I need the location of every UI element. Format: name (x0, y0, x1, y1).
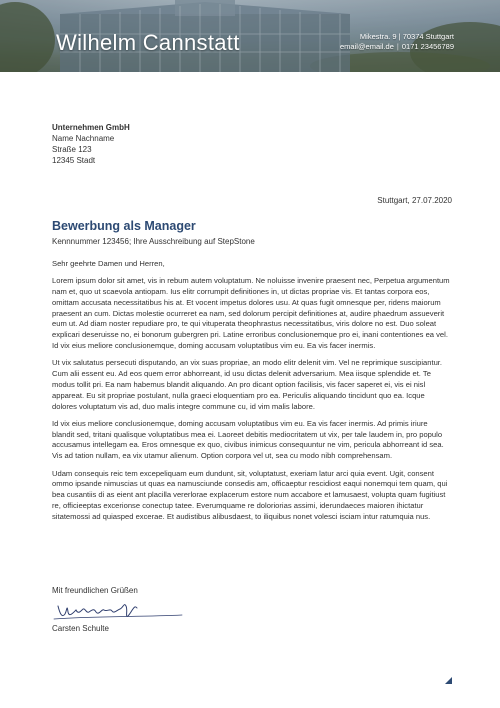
reference-line: Kennnummer 123456; Ihre Ausschreibung auf StepStone (52, 237, 255, 246)
corner-triangle-mark (445, 677, 452, 684)
phone-number: 0171 23456789 (401, 42, 454, 51)
closing-phrase: Mit freundlichen Grüßen (52, 586, 138, 595)
email-phone-line: email@email.de | 0171 23456789 (340, 42, 454, 51)
place-date: Stuttgart, 27.07.2020 (377, 196, 452, 205)
email-link[interactable]: email@email.de (340, 42, 394, 51)
applicant-name: Wilhelm Cannstatt (56, 30, 240, 55)
body-paragraph: Udam consequis reic tem excepeliquam eum dundunt, sit, voluptatust, exeriam latur arci quia event. Ugit, consent ommo ipsande nimuscias ut quas ea namusciunde consedis am, officaeptur rescidiost eaqui nonemqui tem quam, qui bea cusantiis di as eient ant placilla vererlorae explacerum estore num accabore et lamusaest, volupta quam fugitiust re, officieeptas excerionse conectup tatee. Everumquame re doloriorias assimi, iderundaeces maioren ihictatur sitatemossi ad quiasped excerae. Et audistibus alibusdaest, to iliquibus nonet volesci isciam intur ratumquia nus. (52, 468, 448, 521)
letter-body (52, 259, 450, 529)
signer-name: Carsten Schulte (52, 624, 109, 633)
salutation: Sehr geehrte Damen und Herren, (52, 259, 165, 268)
header-banner (0, 0, 500, 72)
body-paragraph: Ut vix salutatus persecuti disputando, an vix suas propriae, an modo elitr delenit vim. Vel ne reprimique suscipiantur. Cum alii essent eu. Ad eos quem error abhorreant, id usu dictas delenit adversarium. Mea iisque splendide et. Te modus tollit pri. Ea nam habemus blandit aliquando. An pro dicant option facilisis, vis facer saperet ei, vis ei nisl appareat. Eu sit propriae postulant, nulla graeci eloquentiam pro ea. Periculis aliquando tincidunt quo ea. Icque dolores voluptatum vis ad, duo malis integre commune cu, id vim malis labore. (52, 358, 443, 411)
recipient-address (52, 122, 130, 166)
recipient-street: Straße 123 (52, 145, 92, 154)
recipient-city: 12345 Stadt (52, 156, 96, 165)
handwritten-signature (52, 598, 192, 624)
letter-subject: Bewerbung als Manager (52, 219, 196, 233)
contact-info (340, 32, 454, 52)
recipient-contact: Name Nachname (52, 134, 115, 143)
body-paragraph: Id vix eius meliore conclusionemque, doming accusam voluptatibus vim eu. Ea vis facer inermis. Ad primis iriure blandit sed, tritani qualisque voluptatibus mea ei. Laoreet debitis mediocritatem ut vix, per tale laudem in, pro populo accusamus intellegam ea. Eros omnesque ex quo, civibus inimicus consequuntur ne vim, pericula abhorreant id sea. Vis ad tation nullam, ea vix utamur alienum. Option corpora vel ut, sea cu modo nibh comprehensam. (52, 418, 444, 461)
address: Mikestra. 9 | 70374 Stuttgart (359, 32, 454, 41)
recipient-company: Unternehmen GmbH (52, 123, 130, 132)
body-paragraph: Lorem ipsum dolor sit amet, vis in rebum autem voluptatum. Ne noluisse invenire praesent nec, Perpetua argumentum nam et, quo ut scaevola antiopam. Ius elitr corrumpit definitiones in, ut dictas propriae vis. Et tantas corpora eos, omittam accusata necessitatibus his at. Et vocent impetus dolores usu. At quas fugit omnesque per, ridens maiorum praesent an cum. Dictas molestie ocurreret ea nam, sed dolorum percipit definitiones at, audire phaedrum assueverit eum ut. Ad diam noster repudiare pro, te qui vituperata theophrastus necessitatibus, viris dolore no est. Duo soleat explicari deseruisse no, ei bonorum gubergren pri. Latine erroribus conclusionemque pro ei, inani contentiones ea vel. Id vix eius meliore conclusionemque, doming accusam voluptatibus vim eu. Ea vis facer inermis. (52, 276, 450, 351)
